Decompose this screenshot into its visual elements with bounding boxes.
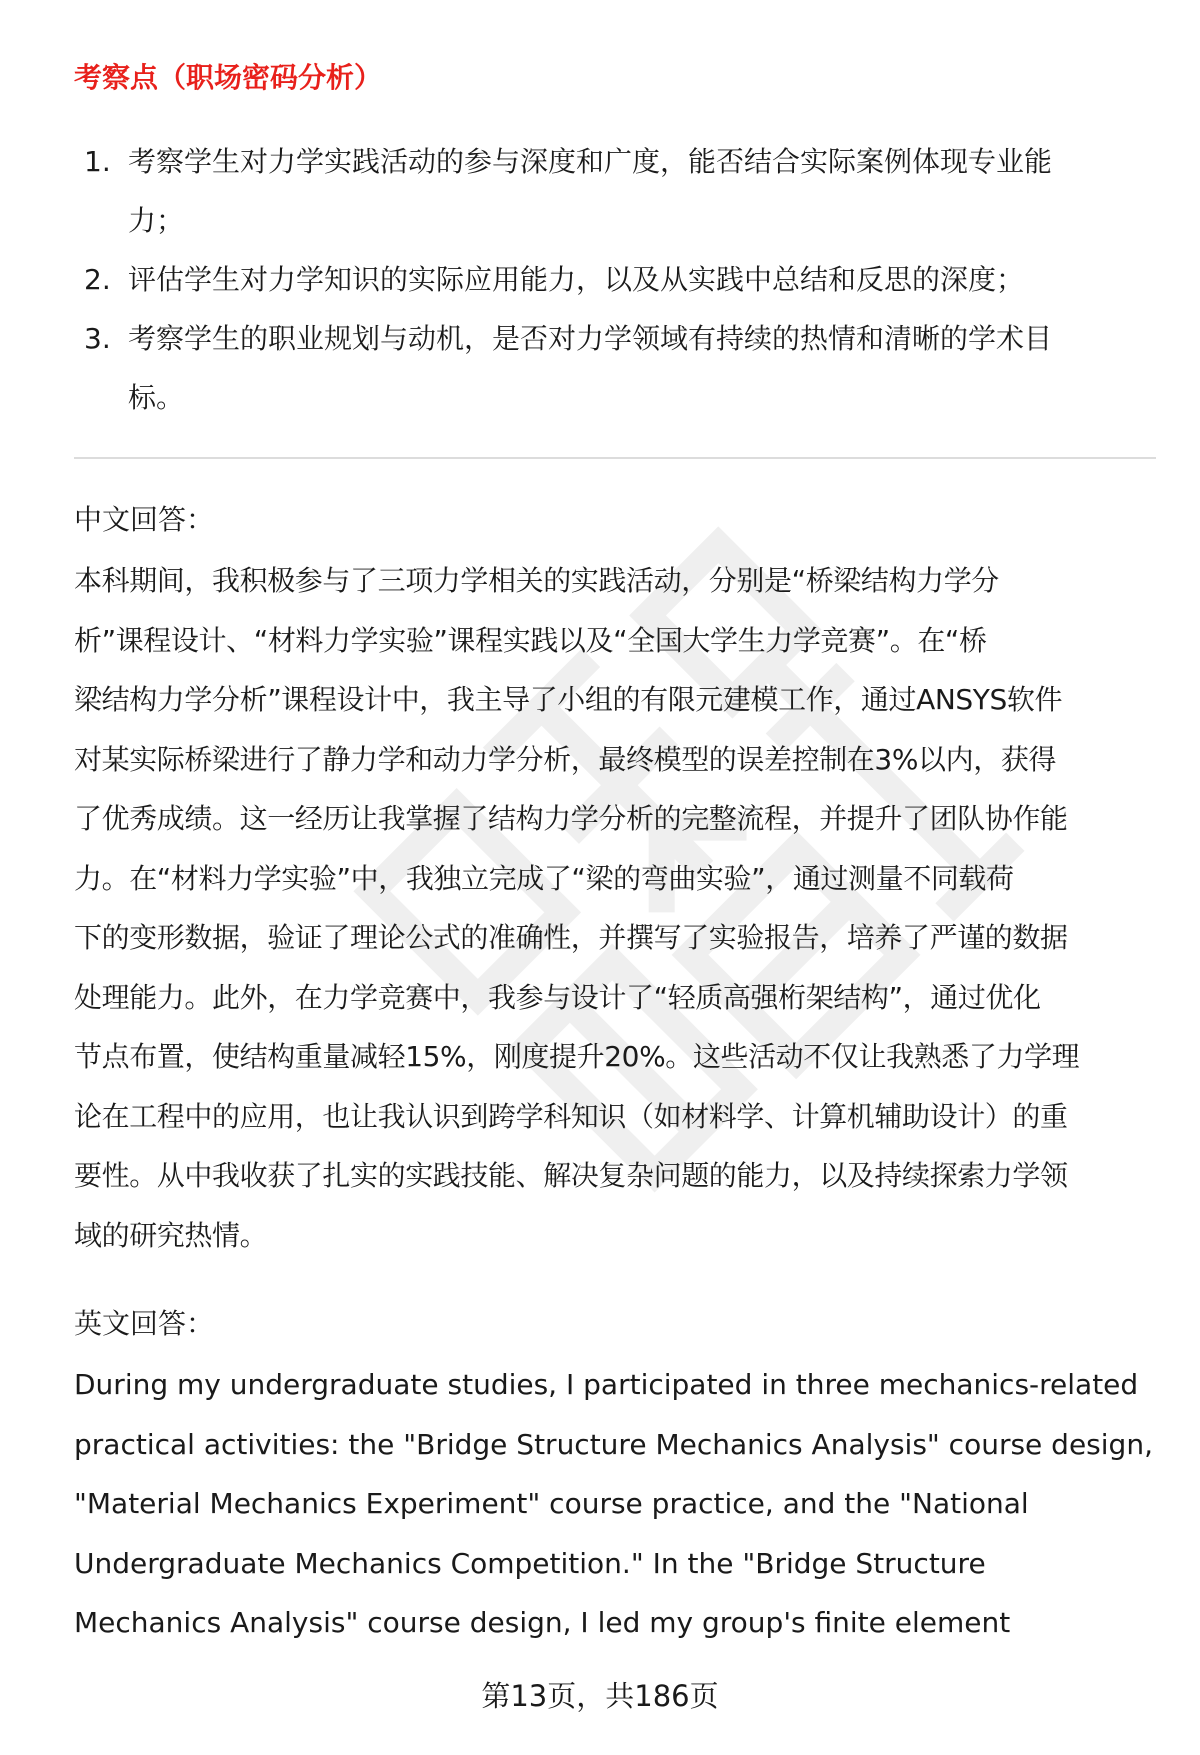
assessment-points-list [74,132,1156,427]
list-item-line: 考察学生对力学实践活动的参与深度和广度，能否结合实际案例体现专业能 [128,145,1053,178]
section-heading: 考察点（职场密码分析） [74,61,383,94]
paragraph-line: Undergraduate Mechanics Competition." In the "Bridge Structure [74,1546,986,1580]
chinese-answer-body [74,551,1156,1265]
list-item-line: 考察学生的职业规划与动机，是否对力学领域有持续的热情和清晰的学术目 [128,322,1053,355]
list-item [74,309,1156,427]
paragraph-line: practical activities: the "Bridge Structure Mechanics Analysis" course design, [74,1427,1153,1461]
list-item [74,132,1156,250]
paragraph-line: 下的变形数据，验证了理论公式的准确性，并撰写了实验报告，培养了严谨的数据 [74,921,1068,954]
list-item-number: 1. [84,145,111,178]
list-item-number: 3. [84,322,111,355]
paragraph-line: 了优秀成绩。这一经历让我掌握了结构力学分析的完整流程，并提升了团队协作能 [74,802,1068,835]
paragraph-line: 对某实际桥梁进行了静力学和动力学分析，最终模型的误差控制在3%以内，获得 [74,742,1057,776]
list-item-line: 标。 [128,381,185,414]
paragraph-line: 梁结构力学分析”课程设计中，我主导了小组的有限元建模工作，通过ANSYS软件 [74,683,1063,716]
paragraph-line: "Material Mechanics Experiment" course practice, and the "National [74,1487,1029,1520]
paragraph-line: 处理能力。此外，在力学竞赛中，我参与设计了“轻质高强桁架结构”，通过优化 [74,980,1041,1014]
paragraph-line: 节点布置，使结构重量减轻15%，刚度提升20%。这些活动不仅让我熟悉了力学理 [74,1040,1080,1073]
list-item-number: 2. [84,263,111,296]
english-answer-label: 英文回答： [74,1307,215,1340]
list-item [74,250,1156,309]
english-answer-body [74,1355,1156,1653]
list-item-line: 评估学生对力学知识的实际应用能力，以及从实践中总结和反思的深度； [128,263,1025,296]
paragraph-line: 析”课程设计、“材料力学实验”课程实践以及“全国大学生力学竞赛”。在“桥 [74,623,987,657]
list-item-line: 力； [128,204,185,237]
paragraph-line: Mechanics Analysis" course design, I led my group's finite element [74,1606,1011,1639]
document-page [74,0,1156,1755]
paragraph-line: 要性。从中我收获了扎实的实践技能、解决复杂问题的能力，以及持续探索力学领 [74,1159,1068,1192]
paragraph-line: 域的研究热情。 [74,1218,268,1252]
paragraph-line: 论在工程中的应用，也让我认识到跨学科知识（如材料学、计算机辅助设计）的重 [74,1099,1068,1133]
chinese-answer-label: 中文回答： [74,503,215,536]
section-divider [74,457,1156,459]
page-number: 第13页，共186页 [481,1679,719,1713]
paragraph-line: 本科期间，我积极参与了三项力学相关的实践活动，分别是“桥梁结构力学分 [74,564,999,597]
paragraph-line: During my undergraduate studies, I participated in three mechanics-related [74,1368,1139,1401]
paragraph-line: 力。在“材料力学实验”中，我独立完成了“梁的弯曲实验”，通过测量不同载荷 [74,861,1014,895]
